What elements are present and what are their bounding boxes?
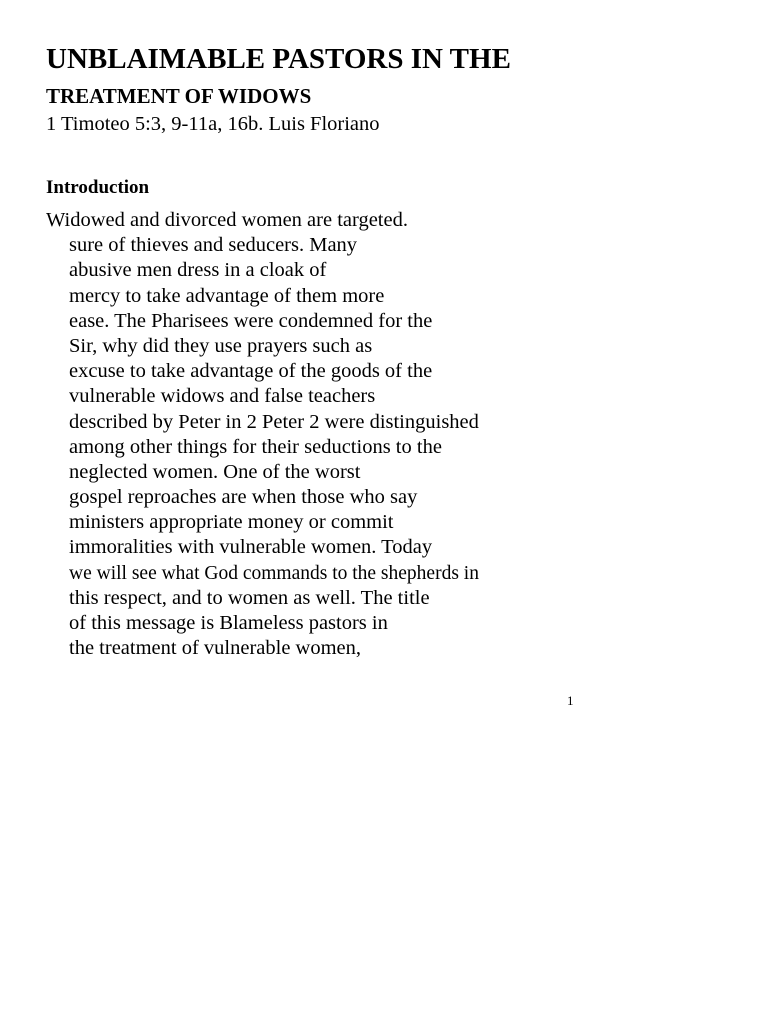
section-heading: Introduction xyxy=(46,177,150,198)
scripture-reference-author: 1 Timoteo 5:3, 9-11a, 16b. Luis Floriano xyxy=(46,113,380,135)
body-line: the treatment of vulnerable women, xyxy=(69,637,362,660)
body-paragraph xyxy=(46,208,606,661)
body-line: excuse to take advantage of the goods of the xyxy=(69,360,433,383)
body-line: immoralities with vulnerable women. Today xyxy=(69,536,433,559)
body-line: described by Peter in 2 Peter 2 were distinguished xyxy=(69,410,479,433)
body-line: ease. The Pharisees were condemned for the xyxy=(69,309,433,332)
body-line: abusive men dress in a cloak of xyxy=(69,259,327,282)
body-line: gospel reproaches are when those who say xyxy=(69,486,418,509)
body-line: ministers appropriate money or commit xyxy=(69,511,394,534)
body-line: we will see what God commands to the shepherds in xyxy=(69,562,479,584)
document-title-line-1: UNBLAIMABLE PASTORS IN THE xyxy=(46,43,511,75)
body-line: sure of thieves and seducers. Many xyxy=(69,234,358,257)
body-line: mercy to take advantage of them more xyxy=(69,284,385,307)
page-number: 1 xyxy=(567,693,574,708)
body-line: Sir, why did they use prayers such as xyxy=(69,334,373,357)
document-title-line-2: TREATMENT OF WIDOWS xyxy=(46,84,312,108)
body-line: among other things for their seductions to the xyxy=(69,435,442,458)
body-line: neglected women. One of the worst xyxy=(69,460,361,483)
body-line: of this message is Blameless pastors in xyxy=(69,612,388,634)
body-line: Widowed and divorced women are targeted. xyxy=(46,209,408,231)
body-line: vulnerable widows and false teachers xyxy=(69,385,376,408)
body-line: this respect, and to women as well. The title xyxy=(69,586,430,609)
